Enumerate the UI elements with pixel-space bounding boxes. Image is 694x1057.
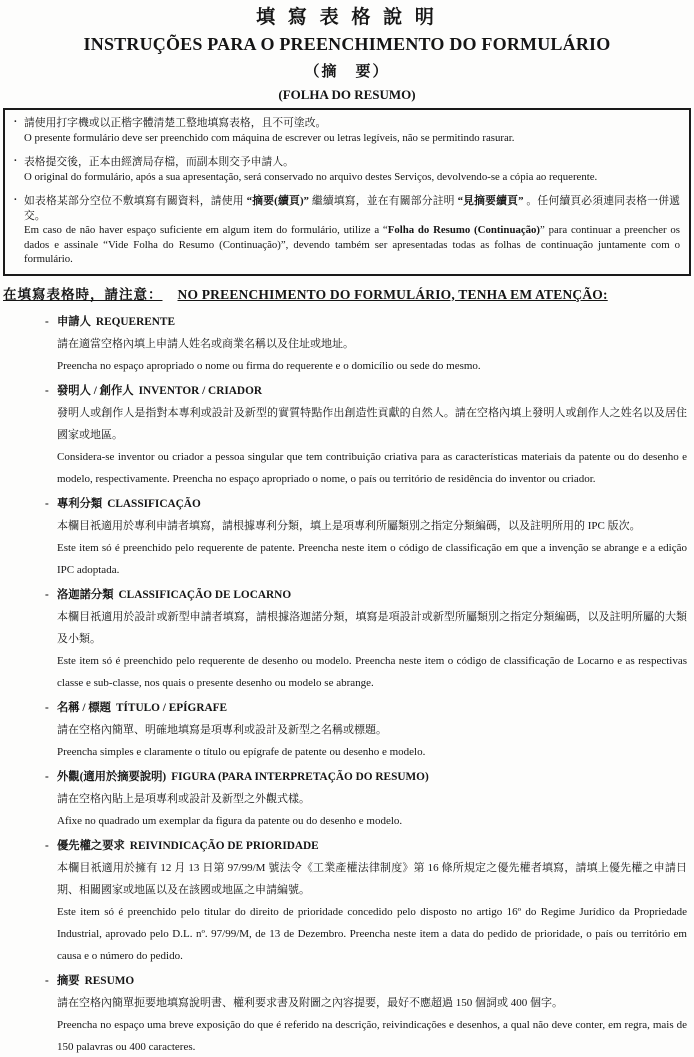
section-heading: - 優先權之要求 REIVINDICAÇÃO DE PRIORIDADE [57, 835, 687, 857]
section-heading: - 名稱 / 標題 TÍTULO / EPÍGRAFE [57, 697, 687, 719]
notice-text-pt: O original do formulário, após a sua apresentação, será conservado no arquivo destes Serviços, devolvendo-se a cópia ao requerente. [24, 170, 598, 183]
notice-item-original-copy [13, 155, 680, 184]
section-text-zh: 請在空格內簡單、明確地填寫是項專利或設計及新型之名稱或標題。 [57, 723, 387, 736]
section-resumo [45, 970, 687, 1057]
section-classificacao [45, 493, 687, 581]
general-notice-box [3, 108, 691, 276]
page-subtitle-zh: （摘 要） [304, 64, 390, 80]
notice-item-typewriter [13, 116, 680, 145]
section-text-pt: Preencha no espaço uma breve exposição do que é referido na descrição, reivindicações e desenhos, a qual não deve conter, em regra, mais de 150 palavras ou 400 caracteres. [57, 1018, 687, 1053]
page-title-pt: INSTRUÇÕES PARA O PREENCHIMENTO DO FORMULÁRIO [83, 34, 611, 54]
section-heading: - 摘要 RESUMO [57, 970, 687, 992]
section-figura [45, 766, 687, 832]
notice-text-zh: . 如表格某部分空位不敷填寫有關資料，請使用 “摘要(續頁)” 繼續填寫，並在有關部分註明 “見摘要續頁” 。任何續頁必須連同表格一併遞交。 [24, 195, 680, 222]
section-text-pt: Preencha simples e claramente o título ou epígrafe de patente ou desenho e modelo. [57, 745, 426, 758]
attention-heading-zh: 在填寫表格時，請注意： [3, 286, 163, 302]
section-heading: - 專利分類 CLASSIFICAÇÃO [57, 493, 687, 515]
section-heading: - 發明人 / 創作人 INVENTOR / CRIADOR [57, 380, 687, 402]
notice-text-pt: Em caso de não haver espaço suficiente em algum item do formulário, utilize a “Folha do Resumo (Continuação)” para continuar a preencher os dados e assinale “Vide Folha do Resumo (Continuação)”, devendo também ser apresentadas todas as folhas de continuação juntamente com o formulário. [24, 224, 680, 265]
section-text-zh: 請在空格內簡單扼要地填寫說明書、權利要求書及附圖之內容提要，最好不應超過 150 個詞或 400 個字。 [57, 996, 563, 1009]
attention-heading-pt: NO PREENCHIMENTO DO FORMULÁRIO, TENHA EM ATENÇÃO: [177, 286, 608, 302]
section-titulo-epigrafe [45, 697, 687, 763]
section-heading: - 外觀(適用於摘要說明) FIGURA (PARA INTERPRETAÇÃO DO RESUMO) [57, 766, 687, 788]
section-text-pt: Considera-se inventor ou criador a pessoa singular que tem contribuição criativa para as características materiais da patente ou do desenho e modelo, respectivamente. Preencha no espaço apropriado o nome, o país ou território de residência do inventor ou criador. [57, 450, 687, 485]
section-text-pt: Este item só é preenchido pelo titular do direito de prioridade concedido pelo disposto no artigo 16º do Regime Jurídico da Propriedade Industrial, aprovado pelo D.L. nº. 97/99/M, de 13 de Dezembro. Preencha neste item a data do pedido de prioridade, o país ou território em causa e o número do pedido. [57, 905, 687, 962]
section-text-zh: 本欄目祇適用於專利申請者填寫，請根據專利分類，填上是項專利所屬類別之指定分類編碼，以及註明所用的 IPC 版次。 [57, 519, 641, 532]
section-text-zh: 發明人或創作人是指對本專利或設計及新型的實質特點作出創造性貢獻的自然人。請在空格內填上發明人或創作人之姓名以及居住國家或地區。 [57, 406, 687, 441]
section-text-zh: 請在適當空格內填上申請人姓名或商業名稱以及住址或地址。 [57, 337, 354, 350]
attention-heading [3, 285, 694, 305]
notice-text-pt: O presente formulário deve ser preenchido com máquina de escrever ou letras legíveis, não se permitindo rasurar. [24, 131, 515, 144]
section-reivindicacao-prioridade [45, 835, 687, 967]
section-classificacao-locarno [45, 584, 687, 694]
section-text-pt: Este item só é preenchido pelo requerente de desenho ou modelo. Preencha neste item o código de classificação de Locarno e as respectivas classe e sub-classe, nos quais o presente desenho ou modelo se abrange. [57, 654, 687, 689]
section-text-zh: 本欄目祇適用於設計或新型申請者填寫，請根據洛迦諾分類，填寫是項設計或新型所屬類別之指定分類編碼，以及註明所屬的大類及小類。 [57, 610, 687, 645]
document-header [0, 0, 694, 103]
section-heading: - 申請人 REQUERENTE [57, 311, 687, 333]
instruction-sections [45, 311, 687, 1057]
section-text-pt: Afixe no quadrado um exemplar da figura da patente ou do desenho e modelo. [57, 814, 403, 827]
notice-text-zh: . 表格提交後，正本由經濟局存檔，而副本則交予申請人。 [24, 156, 294, 168]
section-heading: - 洛迦諾分類 CLASSIFICAÇÃO DE LOCARNO [57, 584, 687, 606]
page-title-zh: 填 寫 表 格 說 明 [256, 7, 438, 28]
section-text-pt: Preencha no espaço apropriado o nome ou firma do requerente e o domicílio ou sede do mesmo. [57, 359, 481, 372]
page-subtitle-pt: (FOLHA DO RESUMO) [278, 87, 416, 102]
section-text-pt: Este item só é preenchido pelo requerente de patente. Preencha neste item o código de classificação em que a invenção se abrange e a edição IPC adoptada. [57, 541, 687, 576]
notice-item-continuation-sheet [13, 194, 680, 267]
section-inventor-criador [45, 380, 687, 490]
section-text-zh: 請在空格內貼上是項專利或設計及新型之外觀式樣。 [57, 792, 310, 805]
notice-text-zh: . 請使用打字機或以正楷字體清楚工整地填寫表格，且不可塗改。 [24, 117, 327, 129]
section-requerente [45, 311, 687, 377]
section-text-zh: 本欄目祇適用於擁有 12 月 13 日第 97/99/M 號法令《工業產權法律制度》第 16 條所規定之優先權者填寫，請填上優先權之申請日期、相關國家或地區以及在該國或地區之申請編號。 [57, 861, 687, 896]
